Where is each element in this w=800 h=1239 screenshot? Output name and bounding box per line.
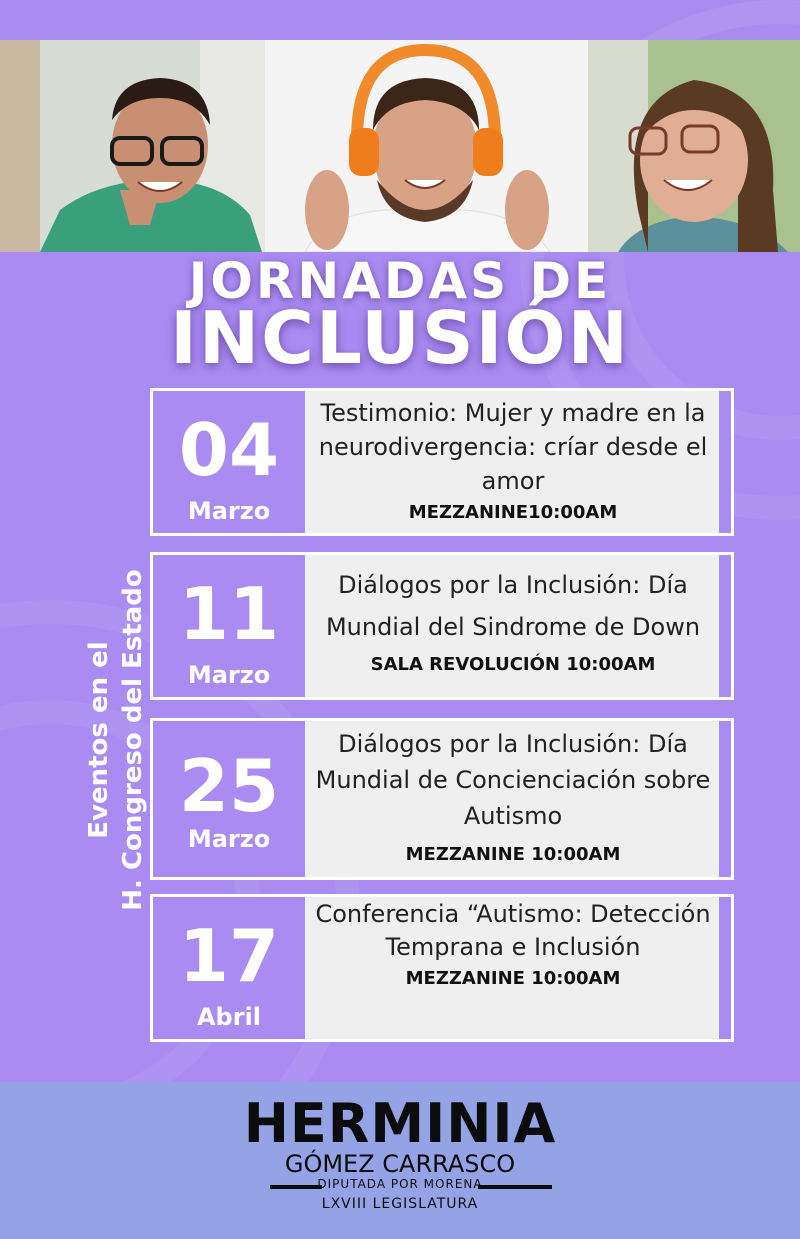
event-title: Testimonio: Mujer y madre en la neurodivergencia: críar desde el amor xyxy=(318,399,708,495)
event-content xyxy=(310,726,716,874)
event-accent-strip xyxy=(719,555,731,697)
event-month: Marzo xyxy=(187,661,271,689)
event-date xyxy=(153,721,305,877)
side-caption-line-1: Eventos en el xyxy=(84,641,114,839)
event-card xyxy=(150,388,734,536)
event-month: Abril xyxy=(196,1003,262,1031)
event-date xyxy=(153,897,305,1039)
footer-legislature: LXVIII LEGISLATURA xyxy=(321,1196,479,1212)
footer xyxy=(0,1082,800,1239)
event-day: 25 xyxy=(178,744,280,828)
event-title: Diálogos por la Inclusión: Día Mundial del Sindrome de Down xyxy=(325,571,701,641)
event-day: 17 xyxy=(178,914,280,998)
event-accent-strip xyxy=(719,897,731,1039)
event-accent-strip xyxy=(719,391,731,533)
event-card xyxy=(150,718,734,880)
photo-man-glasses xyxy=(0,40,265,252)
event-content xyxy=(310,564,716,694)
event-day: 11 xyxy=(178,572,280,656)
side-caption-line-2: H. Congreso del Estado xyxy=(118,569,148,911)
event-card xyxy=(150,894,734,1042)
event-title: Diálogos por la Inclusión: Día Mundial de Concienciación sobre Autismo xyxy=(315,730,711,830)
event-month: Marzo xyxy=(187,825,271,853)
footer-role: DIPUTADA POR MORENA xyxy=(317,1177,483,1191)
event-place-time: MEZZANINE 10:00AM xyxy=(405,844,621,865)
event-date xyxy=(153,391,305,533)
footer-surname: GÓMEZ CARRASCO xyxy=(284,1150,516,1178)
event-place-time: MEZZANINE 10:00AM xyxy=(405,968,621,989)
event-place-time: SALA REVOLUCIÓN 10:00AM xyxy=(370,654,656,675)
event-content xyxy=(310,898,716,1036)
photo-woman-glasses xyxy=(588,40,800,252)
title-line-1: JORNADAS DE xyxy=(188,252,612,310)
event-content xyxy=(310,396,716,530)
event-title: Conferencia “Autismo: Detección Temprana e Inclusión xyxy=(315,900,711,961)
event-month: Marzo xyxy=(187,497,271,525)
event-accent-strip xyxy=(719,721,731,877)
footer-name: HERMINIA xyxy=(243,1092,557,1155)
event-place-time: MEZZANINE10:00AM xyxy=(408,502,618,523)
event-date xyxy=(153,555,305,697)
event-day: 04 xyxy=(178,408,280,492)
title-line-2: INCLUSIÓN xyxy=(170,296,630,380)
photo-man-headphones xyxy=(265,40,588,252)
event-card xyxy=(150,552,734,700)
